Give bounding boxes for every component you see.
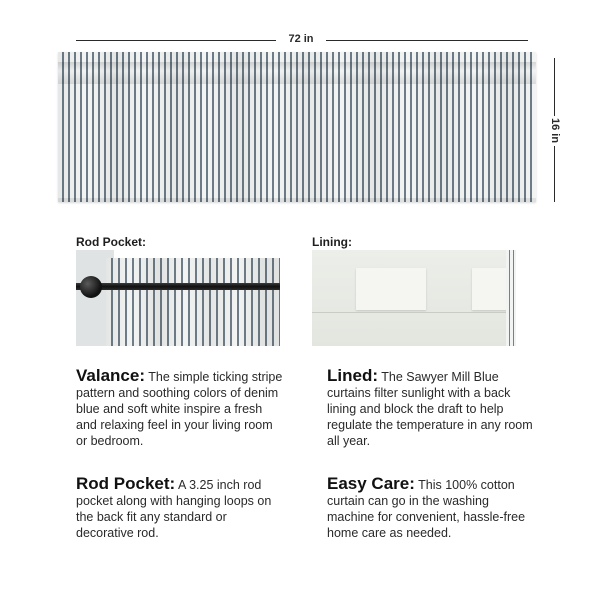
rod-finial (80, 276, 102, 298)
lining-edge-stripe (506, 250, 516, 346)
valance-hem (58, 198, 536, 202)
width-dimension-line-right (326, 40, 528, 41)
curtain-rod (76, 283, 280, 290)
rod-pocket-fabric (106, 258, 280, 346)
lined-heading: Lined: (327, 366, 378, 385)
lined-description (327, 368, 537, 449)
easy-care-description (327, 476, 537, 541)
rod-pocket-photo (76, 250, 280, 346)
height-dimension-line-top (554, 58, 555, 118)
valance-gather (58, 62, 536, 84)
height-dimension (548, 52, 562, 202)
lining-photo (312, 250, 516, 346)
easy-care-heading: Easy Care: (327, 474, 415, 493)
rod-pocket-heading: Rod Pocket: (76, 474, 176, 493)
lined-body: The Sawyer Mill Blue curtains filter sunlight with a back lining and block the draft to help regulate the temperature in any room all year. (327, 370, 533, 448)
easy-care-body: This 100% cotton curtain can go in the washing machine for convenient, hassle-free home care as needed. (327, 478, 526, 540)
rod-pocket-body: A 3.25 inch rod pocket along with hanging loops on the back fit any standard or decorative rod. (76, 478, 272, 540)
lining-loop-left (356, 268, 426, 310)
lining-seam (312, 312, 516, 313)
width-label: 72 in (279, 33, 323, 45)
rod-pocket-label: Rod Pocket: (76, 235, 147, 249)
valance-description (76, 368, 286, 449)
height-dimension-line-bottom (554, 146, 555, 202)
rod-pocket-description (76, 476, 286, 541)
width-dimension (76, 32, 528, 50)
height-label: 16 in (548, 116, 562, 146)
valance-body: The simple ticking stripe pattern and soothing colors of denim blue and soft white inspire a fresh and relaxing feel in your living room or bedroom. (76, 370, 283, 448)
lining-label: Lining: (312, 235, 352, 249)
valance-image (58, 52, 536, 202)
valance-heading: Valance: (76, 366, 145, 385)
width-dimension-line-left (76, 40, 276, 41)
